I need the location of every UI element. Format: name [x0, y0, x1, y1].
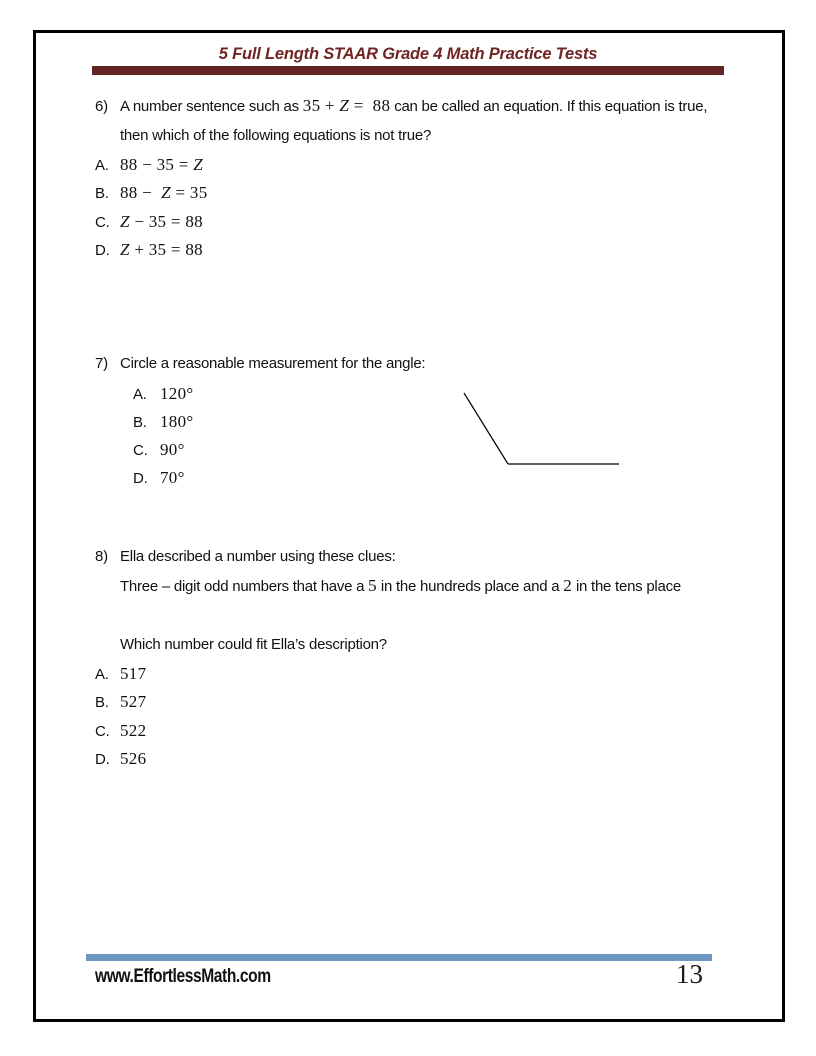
- q6-option-d-letter: D.: [95, 242, 110, 259]
- q8-option-c-value: 522: [120, 721, 147, 740]
- q8-option-b-value: 527: [120, 692, 147, 711]
- q8-stem: [95, 547, 396, 567]
- q6-option-a-letter: A.: [95, 157, 109, 174]
- page-title: 5 Full Length STAAR Grade 4 Math Practice Tests: [218, 45, 598, 63]
- q6-option-a-var: Z: [193, 155, 203, 174]
- q6-option-b-formula-post: = 35: [170, 183, 208, 202]
- q8-option-d: [95, 749, 146, 770]
- q7-option-b: [133, 412, 194, 433]
- q8-text: Ella described a number using these clues:: [120, 548, 396, 565]
- q8-option-b: [95, 692, 146, 713]
- q6-option-d: [95, 240, 203, 261]
- footer-bar: [86, 954, 712, 961]
- q6-option-d-var: Z: [120, 240, 130, 259]
- q8-clue: [120, 576, 681, 597]
- q7-option-c-value: 90°: [160, 440, 185, 459]
- q6-math-pre: 35 +: [302, 96, 340, 115]
- q8-option-a-letter: A.: [95, 666, 109, 683]
- q7-option-b-value: 180°: [160, 412, 194, 431]
- q8-option-d-letter: D.: [95, 751, 110, 768]
- q6-option-d-formula-post: + 35 = 88: [129, 240, 203, 259]
- q7-option-a: [133, 384, 194, 405]
- q7-option-c: [133, 440, 185, 461]
- q6-stem-line2: then which of the following equations is not true?: [120, 127, 432, 144]
- q8-option-b-letter: B.: [95, 694, 109, 711]
- q6-text-a: A number sentence such as: [120, 98, 303, 115]
- q8-clue-c: in the tens place: [572, 578, 681, 595]
- page-number: 13: [676, 959, 703, 989]
- q6-number: 6): [95, 98, 108, 115]
- q8-clue-b: in the hundreds place and a: [376, 578, 564, 595]
- q8-clue-digit1: 5: [368, 576, 377, 595]
- q7-stem: [95, 354, 425, 374]
- q8-clue-a: Three – digit odd numbers that have a: [120, 578, 369, 595]
- q8-number: 8): [95, 548, 108, 565]
- q7-number: 7): [95, 355, 108, 372]
- q6-option-c-var: Z: [120, 212, 130, 231]
- angle-diagram: [456, 386, 624, 470]
- q7-option-b-letter: B.: [133, 414, 147, 431]
- q7-option-a-value: 120°: [160, 384, 194, 403]
- q6-text-b: can be called an equation. If this equation is true,: [390, 98, 708, 115]
- q8-option-c: [95, 721, 146, 742]
- q8-question: Which number could fit Ella’s description?: [120, 636, 387, 653]
- q6-option-c-letter: C.: [95, 214, 110, 231]
- q7-option-a-letter: A.: [133, 386, 147, 403]
- q6-math-post: = 88: [349, 96, 391, 115]
- q7-option-c-letter: C.: [133, 442, 148, 459]
- q6-math-var: Z: [339, 96, 350, 115]
- q6-option-b-var: Z: [161, 183, 171, 202]
- q6-option-c-formula-post: − 35 = 88: [129, 212, 203, 231]
- q8-option-d-value: 526: [120, 749, 147, 768]
- header-bar: [92, 66, 724, 75]
- q7-text: Circle a reasonable measurement for the angle:: [120, 355, 426, 372]
- q8-clue-digit2: 2: [563, 576, 573, 595]
- q8-option-a-value: 517: [120, 664, 147, 683]
- q6-option-b-formula: 88 −: [120, 183, 162, 202]
- q7-option-d: [133, 468, 185, 489]
- page-border: [33, 30, 785, 1022]
- q8-option-c-letter: C.: [95, 723, 110, 740]
- q8-option-a: [95, 664, 146, 685]
- q6-stem-line1: [95, 96, 707, 117]
- q7-option-d-value: 70°: [160, 468, 185, 487]
- q6-option-a-formula: 88 − 35 =: [120, 155, 194, 174]
- q6-option-b-letter: B.: [95, 185, 109, 202]
- website-link[interactable]: www.EffortlessMath.com: [95, 966, 271, 987]
- q7-option-d-letter: D.: [133, 470, 148, 487]
- q6-option-b: [95, 183, 208, 204]
- q6-option-c: [95, 212, 203, 233]
- q6-option-a: [95, 155, 203, 176]
